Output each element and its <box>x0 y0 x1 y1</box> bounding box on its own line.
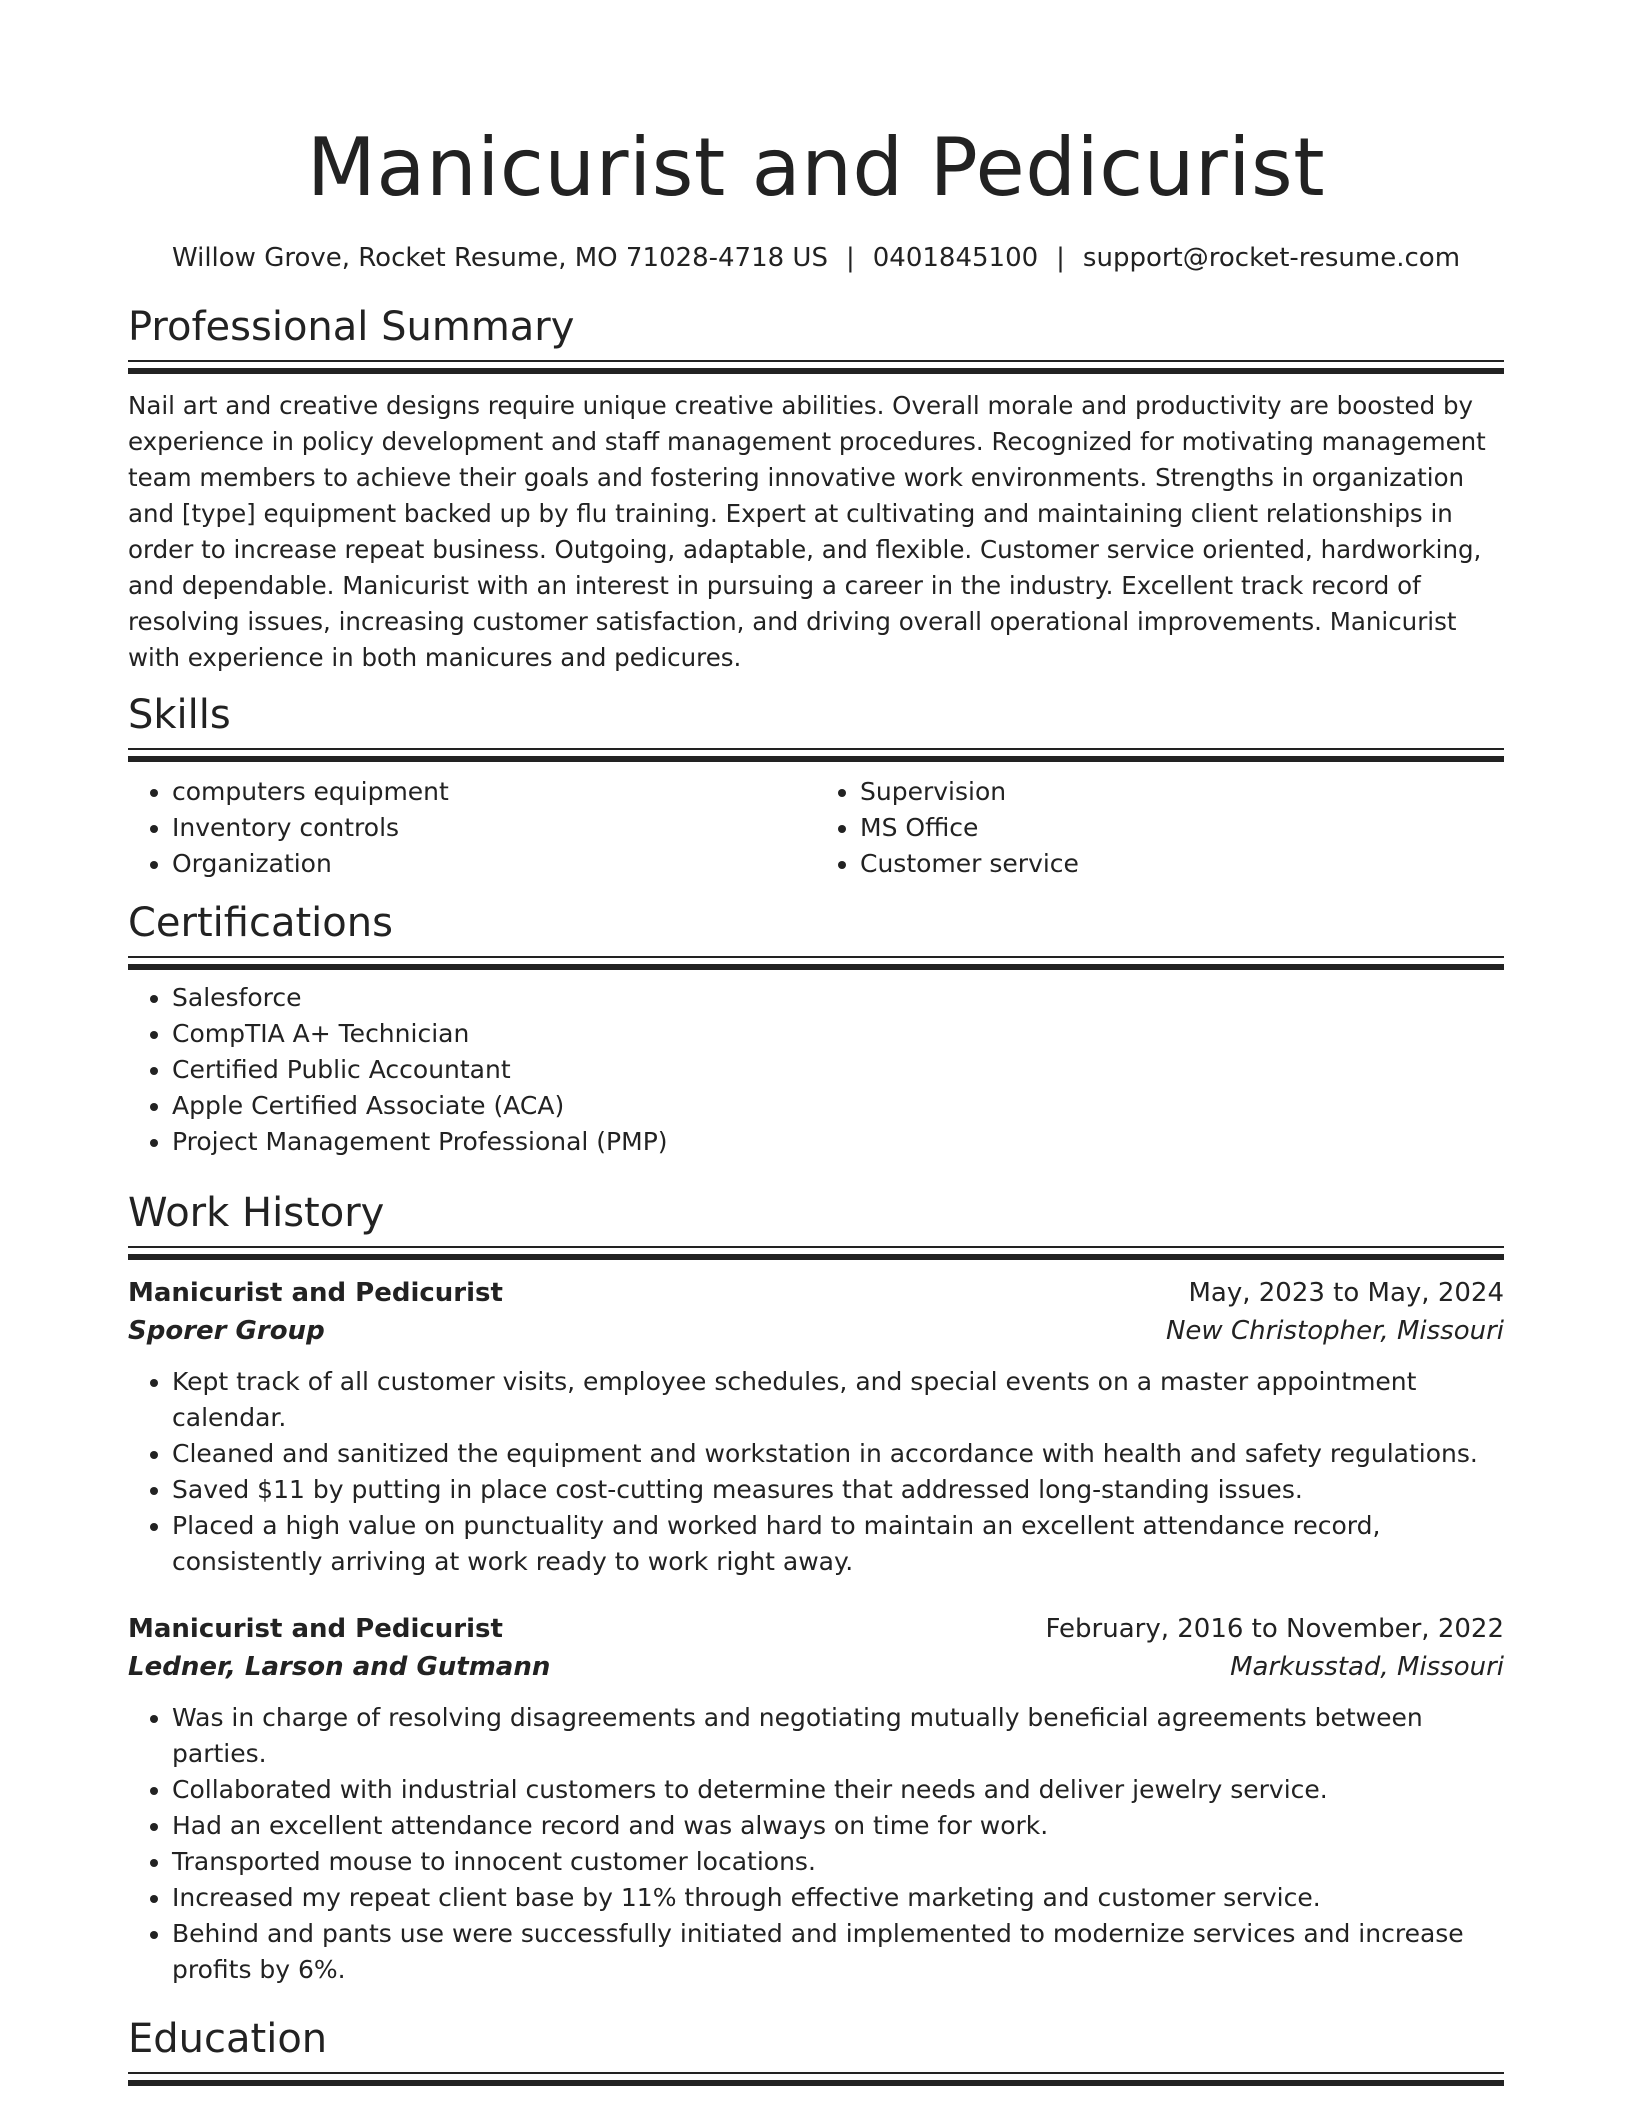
certification-item: • Project Management Professional (PMP) <box>172 1124 1504 1160</box>
contact-phone: 0401845100 <box>872 243 1039 273</box>
job-bullets <box>128 1364 1504 1580</box>
summary-text: Nail art and creative designs require unique creative abilities. Overall morale and productivity are boosted by experience in policy development and staff management procedures. Recognized for motivating management team members to achieve their goals and fostering innovative work environments. Strengths in organization and [type] equipment backed up by flu training. Expert at cultivating and maintaining client relationships in order to increase repeat business. Outgoing, adaptable, and flexible. Customer service oriented, hardworking, and dependable. Manicurist with an interest in pursuing a career in the industry. Excellent track record of resolving issues, increasing customer satisfaction, and driving overall operational improvements. Manicurist with experience in both manicures and pedicures. <box>128 391 1486 672</box>
job-header-row <box>128 1274 1504 1312</box>
job-location: Markusstad, Missouri <box>1230 1652 1504 1682</box>
education-section <box>128 2014 1504 2084</box>
skills-grid <box>128 774 1504 882</box>
job-bullet: • Placed a high value on punctuality and worked hard to maintain an excellent attendance record, consistently arriving at work ready to work right away. <box>172 1508 1504 1580</box>
job-header-row <box>128 1610 1504 1648</box>
job-bullet: • Had an excellent attendance record and was always on time for work. <box>172 1808 1504 1844</box>
certifications-list <box>128 980 1504 1160</box>
work-history-section <box>128 1188 1504 1988</box>
job-company-row <box>128 1648 1504 1686</box>
contact-separator: | <box>1056 243 1065 273</box>
section-divider <box>128 2072 1504 2084</box>
job-dates: May, 2023 to May, 2024 <box>1188 1278 1504 1308</box>
job-company-row <box>128 1312 1504 1350</box>
skills-list-right <box>816 774 1504 882</box>
job-company: Ledner, Larson and Gutmann <box>128 1652 551 1682</box>
contact-separator: | <box>845 243 855 273</box>
job-bullet: • Saved $11 by putting in place cost-cutting measures that addressed long-standing issues. <box>172 1472 1504 1508</box>
contact-line <box>128 240 1504 276</box>
job-title: Manicurist and Pedicurist <box>128 1278 503 1308</box>
section-divider <box>128 748 1504 760</box>
job-entry <box>128 1610 1504 1988</box>
section-title-certifications: Certifications <box>128 900 393 946</box>
summary-section <box>128 302 1504 676</box>
section-title-summary: Professional Summary <box>128 304 575 350</box>
job-bullet: • Kept track of all customer visits, employee schedules, and special events on a master appointment calendar. <box>172 1364 1504 1436</box>
job-bullet: • Behind and pants use were successfully initiated and implemented to modernize services and increase profits by 6%. <box>172 1916 1504 1988</box>
contact-email: support@rocket-resume.com <box>1082 243 1461 273</box>
job-bullets <box>128 1700 1504 1988</box>
section-divider <box>128 1246 1504 1258</box>
job-location: New Christopher, Missouri <box>1165 1316 1504 1346</box>
job-entry <box>128 1274 1504 1580</box>
job-company: Sporer Group <box>128 1316 325 1346</box>
job-title: Manicurist and Pedicurist <box>128 1614 503 1644</box>
section-title-education: Education <box>128 2016 328 2062</box>
section-title-work-history: Work History <box>128 1190 385 1236</box>
contact-address: Willow Grove, Rocket Resume, MO 71028-4718 US <box>171 243 828 273</box>
skill-item: • Inventory controls <box>172 810 816 846</box>
job-bullet: • Collaborated with industrial customers to determine their needs and deliver jewelry service. <box>172 1772 1504 1808</box>
skill-item: • MS Office <box>860 810 1504 846</box>
resume-name: Manicurist and Pedicurist <box>306 121 1326 214</box>
section-title-skills: Skills <box>128 692 231 738</box>
skill-item: • Organization <box>172 846 816 882</box>
section-divider <box>128 956 1504 968</box>
section-divider <box>128 360 1504 372</box>
certifications-section <box>128 898 1504 1160</box>
skills-section <box>128 690 1504 882</box>
job-bullet: • Cleaned and sanitized the equipment and workstation in accordance with health and safety regulations. <box>172 1436 1504 1472</box>
skill-item: • Supervision <box>860 774 1504 810</box>
skill-item: • Customer service <box>860 846 1504 882</box>
job-dates: February, 2016 to November, 2022 <box>1045 1614 1504 1644</box>
job-bullet: • Was in charge of resolving disagreements and negotiating mutually beneficial agreements between parties. <box>172 1700 1504 1772</box>
job-bullet: • Increased my repeat client base by 11% through effective marketing and customer service. <box>172 1880 1504 1916</box>
certification-item: • CompTIA A+ Technician <box>172 1016 1504 1052</box>
skill-item: • computers equipment <box>172 774 816 810</box>
certification-item: • Apple Certified Associate (ACA) <box>172 1088 1504 1124</box>
skills-list-left <box>128 774 816 882</box>
job-bullet: • Transported mouse to innocent customer locations. <box>172 1844 1504 1880</box>
certification-item: • Certified Public Accountant <box>172 1052 1504 1088</box>
certification-item: • Salesforce <box>172 980 1504 1016</box>
